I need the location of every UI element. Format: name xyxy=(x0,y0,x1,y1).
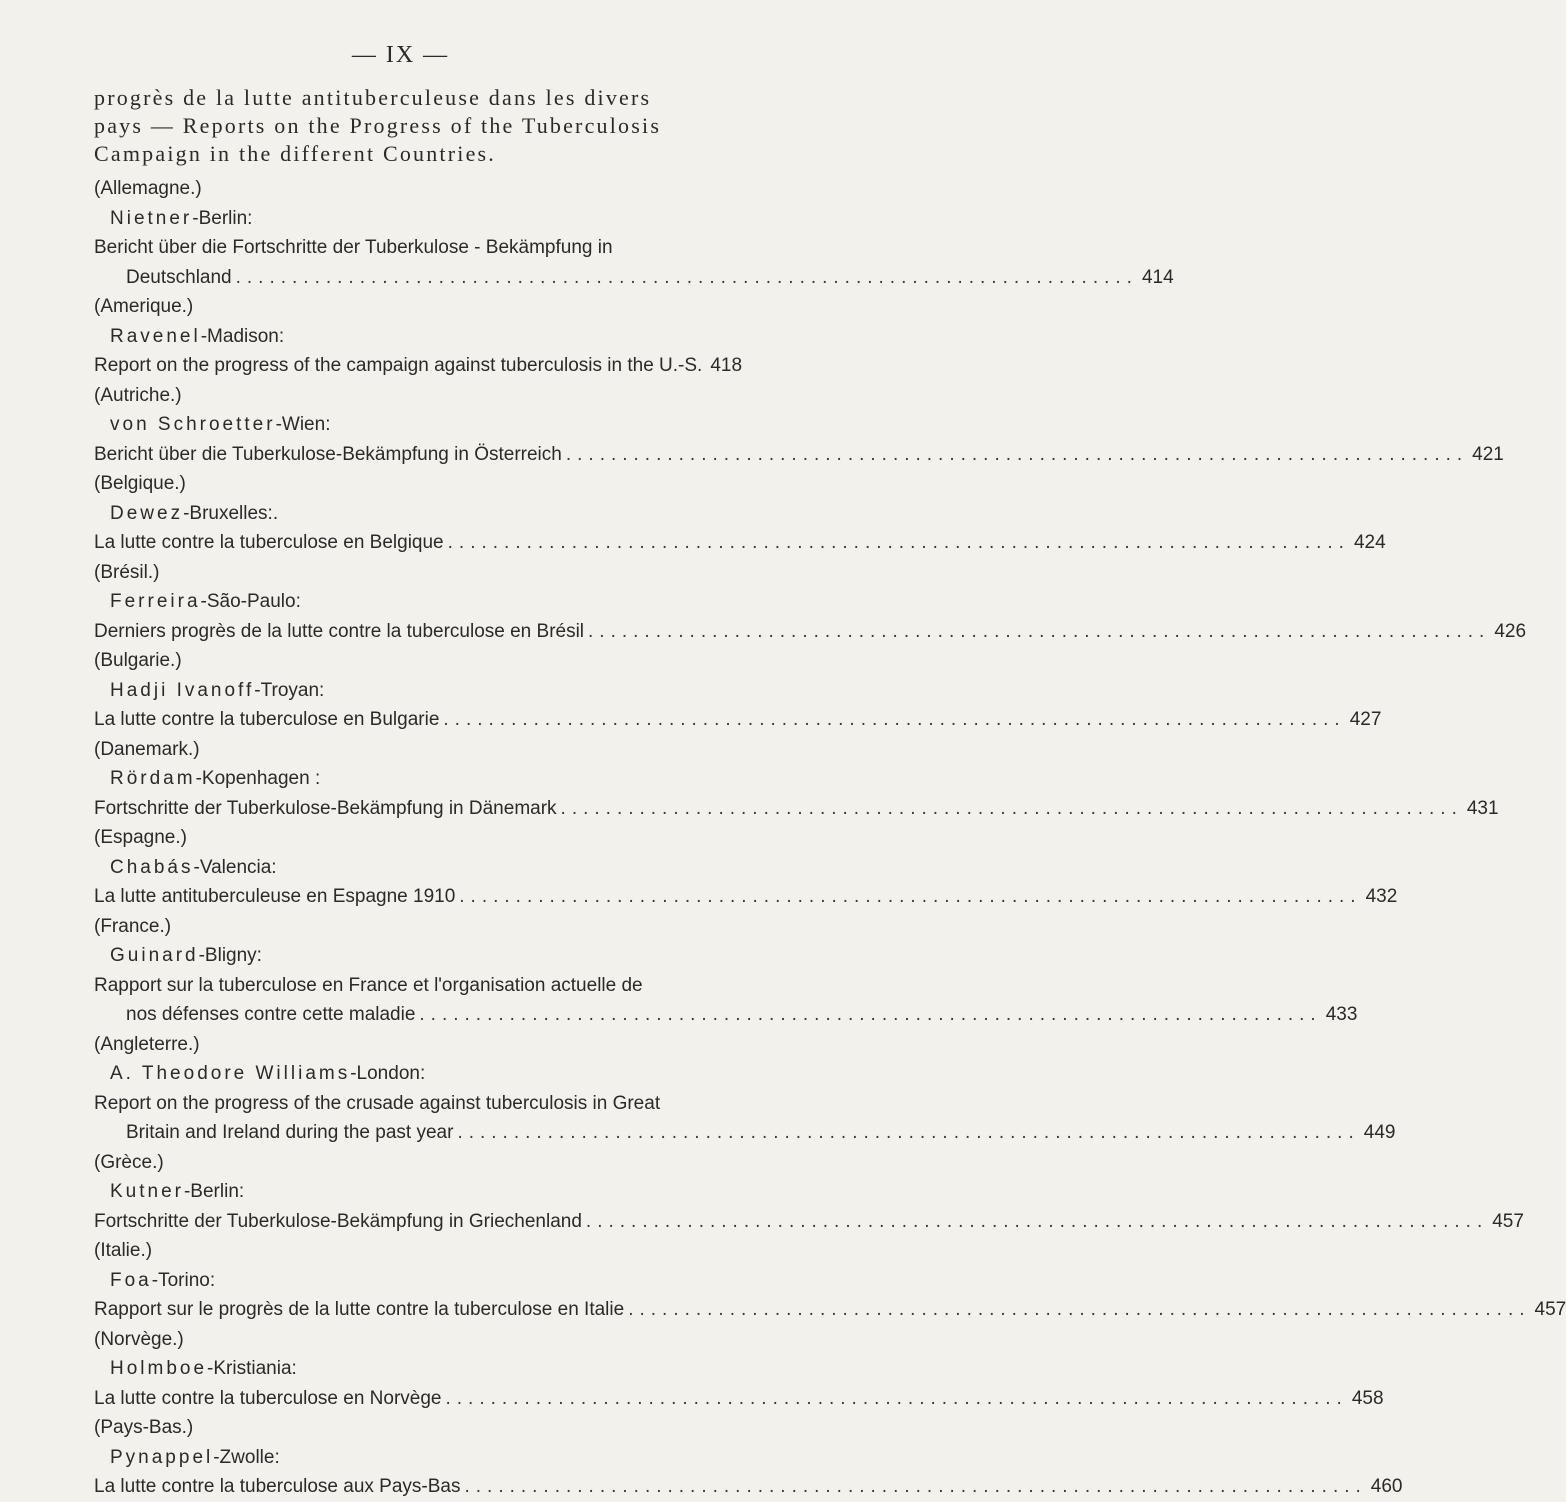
country-label: (Norvège.) xyxy=(94,1328,184,1350)
author-name: Ferreira xyxy=(110,591,201,612)
title-text: Report on the progress of the crusade against tuberculosis in Great xyxy=(94,1092,661,1114)
author-name: Ravenel xyxy=(110,325,201,347)
country-label: (Danemark.) xyxy=(94,738,200,760)
author-place: -São-Paulo: xyxy=(200,591,301,612)
title-line xyxy=(94,617,1527,647)
toc-entry xyxy=(94,1236,1566,1325)
country-label: (Autriche.) xyxy=(94,384,182,406)
author-line xyxy=(94,1443,738,1473)
author-name: A. Theodore Williams xyxy=(110,1063,351,1084)
title-line xyxy=(94,1000,1358,1030)
page-reference: 457 xyxy=(1534,1299,1566,1320)
intro-line: Campaign in the different Countries. xyxy=(94,141,497,166)
title-line xyxy=(94,882,1398,912)
country-label: (Belgique.) xyxy=(94,473,186,494)
author-place: -Zwolle: xyxy=(213,1446,280,1468)
dot-leader: ................................................................................ xyxy=(419,1004,1322,1025)
author-line xyxy=(94,1354,738,1384)
toc-entry xyxy=(94,174,1174,292)
title-line xyxy=(94,1384,1384,1414)
dot-leader: ................................................................................ xyxy=(447,532,1350,553)
author-name: Holmboe xyxy=(110,1358,208,1379)
title-line xyxy=(94,1207,1524,1237)
page-reference: 418 xyxy=(710,355,743,376)
page-reference: 427 xyxy=(1349,709,1382,730)
author-place: -London: xyxy=(350,1063,426,1084)
country-label: (Amerique.) xyxy=(94,296,194,317)
toc-entry xyxy=(94,1325,1384,1414)
author-line xyxy=(94,499,738,529)
author-line xyxy=(94,1266,738,1296)
author-name: Kutner xyxy=(110,1181,184,1202)
author-place: -Torino: xyxy=(151,1269,216,1291)
toc-entry xyxy=(94,469,1386,558)
title-text: Rapport sur le progrès de la lutte contre la tuberculose en Italie xyxy=(94,1299,625,1320)
author-place: -Troyan: xyxy=(254,679,325,701)
author-line xyxy=(94,941,738,971)
title-text: Deutschland xyxy=(126,266,232,288)
author-line xyxy=(94,587,738,617)
title-line xyxy=(94,528,1386,558)
author-name: Dewez xyxy=(110,502,184,524)
author-line xyxy=(94,322,738,352)
dot-leader: ................................................................................ xyxy=(457,1122,1360,1143)
title-text: Bericht über die Tuberkulose-Bekämpfung in Österreich xyxy=(94,443,562,465)
title-line xyxy=(94,1472,1403,1502)
title-line xyxy=(94,794,1499,824)
country-label: (Italie.) xyxy=(94,1240,153,1261)
toc-entry xyxy=(94,823,1398,912)
title-line xyxy=(94,971,738,1001)
page-reference: 432 xyxy=(1365,886,1398,907)
author-place: -Madison: xyxy=(200,325,285,347)
author-name: Guinard xyxy=(110,945,199,966)
page-reference: 458 xyxy=(1351,1387,1384,1409)
dot-leader: ................................................................................ xyxy=(235,266,1138,288)
author-place: -Valencia: xyxy=(193,856,277,878)
title-text: Derniers progrès de la lutte contre la tuberculose en Brésil xyxy=(94,620,585,642)
title-text: Fortschritte der Tuberkulose-Bekämpfung in Griechenland xyxy=(94,1210,582,1232)
title-line xyxy=(94,233,738,263)
title-text: La lutte contre la tuberculose aux Pays-Bas xyxy=(94,1476,461,1497)
dot-leader: ................................................................................ xyxy=(588,620,1491,642)
author-line xyxy=(94,853,738,883)
country-label: (Grèce.) xyxy=(94,1151,164,1173)
page-reference: 426 xyxy=(1494,620,1527,642)
author-name: Foa xyxy=(110,1269,152,1291)
dot-leader: ................................................................................ xyxy=(445,1387,1348,1409)
country-label: (Brésil.) xyxy=(94,561,160,583)
page-reference: 421 xyxy=(1472,443,1504,465)
title-text: Report on the progress of the campaign against tuberculosis in the U.-S. xyxy=(94,355,703,376)
dot-leader: ................................................................................ xyxy=(585,1210,1489,1232)
title-line xyxy=(94,351,743,381)
author-name: Rördam xyxy=(110,768,196,789)
author-name: Pynappel xyxy=(110,1446,214,1468)
author-line xyxy=(94,764,738,794)
page-reference: 457 xyxy=(1492,1210,1524,1232)
author-name: Chabás xyxy=(110,856,194,878)
title-text: Rapport sur la tuberculose en France et l'organisation actuelle de xyxy=(94,974,643,996)
toc-entry xyxy=(94,646,1382,735)
author-name: Nietner xyxy=(110,207,193,229)
dot-leader: ................................................................................ xyxy=(443,709,1346,730)
toc-entry xyxy=(94,1030,1396,1148)
toc-entry xyxy=(94,292,743,381)
intro-heading xyxy=(94,84,734,168)
page-reference: 431 xyxy=(1466,797,1499,819)
toc-entry xyxy=(94,381,1504,470)
author-place: -Bruxelles:. xyxy=(183,502,279,524)
title-text: La lutte contre la tuberculose en Belgique xyxy=(94,532,444,553)
author-place: -Berlin: xyxy=(183,1181,245,1202)
toc-entry xyxy=(94,912,1358,1030)
dot-leader: ................................................................................ xyxy=(628,1299,1531,1320)
country-label: (Angleterre.) xyxy=(94,1033,200,1055)
title-line xyxy=(94,1295,1566,1325)
author-line xyxy=(94,1177,738,1207)
title-line xyxy=(94,1118,1396,1148)
country-label: (Pays-Bas.) xyxy=(94,1417,194,1438)
toc-entry xyxy=(94,1148,1524,1237)
author-line xyxy=(94,676,738,706)
toc-entry xyxy=(94,558,1527,647)
dot-leader: ................................................................................ xyxy=(565,443,1469,465)
page-reference: 424 xyxy=(1353,532,1386,553)
dot-leader: ................................................................................ xyxy=(459,886,1362,907)
title-text: Bericht über die Fortschritte der Tuberkulose - Bekämpfung in xyxy=(94,237,613,258)
title-line xyxy=(94,1089,738,1119)
title-text: La lutte contre la tuberculose en Norvège xyxy=(94,1387,442,1409)
title-text: nos défenses contre cette maladie xyxy=(126,1004,416,1025)
author-place: -Wien: xyxy=(275,414,331,435)
toc-entry xyxy=(94,1413,1403,1502)
page-reference: 460 xyxy=(1370,1476,1403,1497)
title-text: La lutte contre la tuberculose en Bulgarie xyxy=(94,709,440,730)
table-of-contents xyxy=(94,174,1566,1502)
intro-line: progrès de la lutte antituberculeuse dans les divers xyxy=(94,85,652,110)
page-number: — IX — xyxy=(351,42,450,68)
toc-entry xyxy=(94,735,1499,824)
author-line xyxy=(94,410,738,440)
author-name: von Schroetter xyxy=(110,414,276,435)
page-reference: 433 xyxy=(1325,1004,1358,1025)
author-line xyxy=(94,1059,738,1089)
country-label: (Espagne.) xyxy=(94,827,187,848)
title-text: Britain and Ireland during the past year xyxy=(126,1122,454,1143)
title-text: Fortschritte der Tuberkulose-Bekämpfung in Dänemark xyxy=(94,797,557,819)
page-reference: 414 xyxy=(1141,266,1174,288)
author-place: -Kristiania: xyxy=(207,1358,297,1379)
title-line xyxy=(94,705,1382,735)
intro-line: pays — Reports on the Progress of the Tuberculosis xyxy=(94,113,662,138)
title-text: La lutte antituberculeuse en Espagne 1910 xyxy=(94,886,456,907)
author-place: -Kopenhagen : xyxy=(195,768,321,789)
page-reference: 449 xyxy=(1363,1122,1396,1143)
country-label: (Allemagne.) xyxy=(94,178,202,199)
author-place: -Bligny: xyxy=(198,945,262,966)
country-label: (Bulgarie.) xyxy=(94,650,182,671)
title-line xyxy=(94,440,1504,470)
country-label: (France.) xyxy=(94,915,172,937)
author-place: -Berlin: xyxy=(192,207,253,229)
dot-leader: ................................................................................ xyxy=(560,797,1463,819)
author-line xyxy=(94,204,738,234)
title-line xyxy=(94,263,1174,293)
dot-leader: ................................................................................ xyxy=(464,1476,1367,1497)
author-name: Hadji Ivanoff xyxy=(110,679,255,701)
